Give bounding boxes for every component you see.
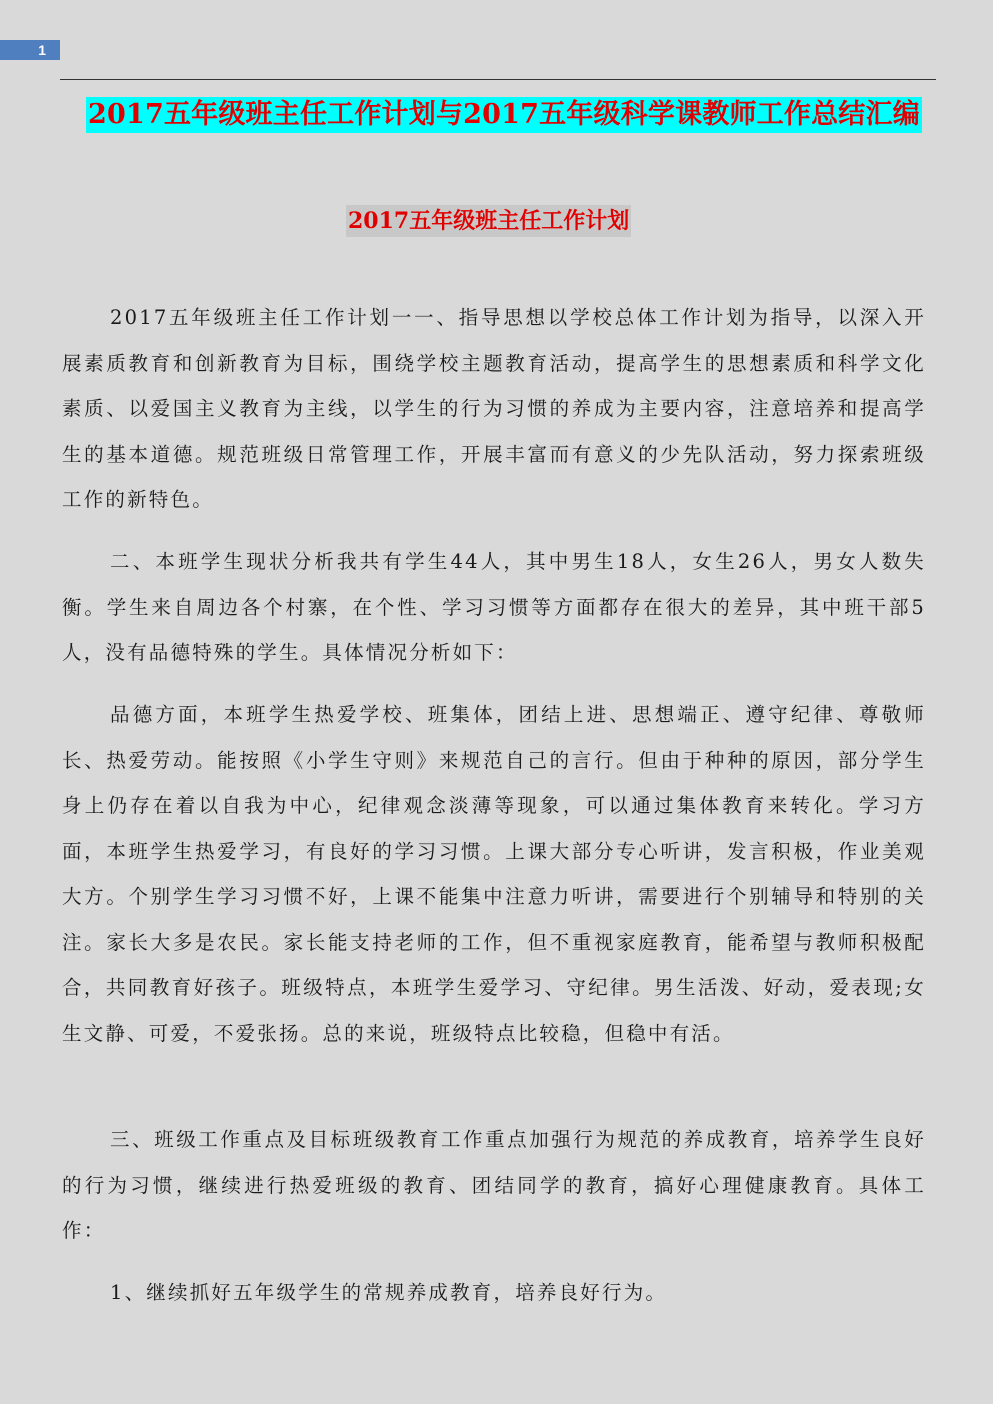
section-title: 2017五年级班主任工作计划 [346, 205, 631, 237]
document-title: 2017五年级班主任工作计划与2017五年级科学课教师工作总结汇编 [86, 97, 922, 133]
paragraph-character-study: 品德方面，本班学生热爱学校、班集体，团结上进、思想端正、遵守纪律、尊敬师长、热爱劳动。能按照《小学生守则》来规范自己的言行。但由于种种的原因，部分学生身上仍存在着以自我为中心，纪律观念淡薄等现象，可以通过集体教育来转化。学习方面，本班学生热爱学习，有良好的学习习惯。上课大部分专心听讲，发言积极，作业美观大方。个别学生学习习惯不好，上课不能集中注意力听讲，需要进行个别辅导和特别的关注。家长大多是农民。家长能支持老师的工作，但不重视家庭教育，能希望与教师积极配合，共同教育好孩子。班级特点，本班学生爱学习、守纪律。男生活泼、好动，爱表现;女生文静、可爱，不爱张扬。总的来说，班级特点比较稳，但稳中有活。 [62, 703, 926, 1045]
paragraph-item-1: 1、继续抓好五年级学生的常规养成教育，培养良好行为。 [110, 1281, 668, 1304]
header-rule [60, 79, 936, 80]
paragraph-guiding-thought: 2017五年级班主任工作计划一一、指导思想以学校总体工作计划为指导，以深入开展素质教育和创新教育为目标，围绕学校主题教育活动，提高学生的思想素质和科学文化素质、以爱国主义教育为主线，以学生的行为习惯的养成为主要内容，注意培养和提高学生的基本道德。规范班级日常管理工作，开展丰富而有意义的少先队活动，努力探索班级工作的新特色。 [62, 306, 926, 511]
paragraph-work-focus: 三、班级工作重点及目标班级教育工作重点加强行为规范的养成教育，培养学生良好的行为习惯，继续进行热爱班级的教育、团结同学的教育，搞好心理健康教育。具体工作： [62, 1128, 926, 1242]
paragraph-class-status: 二、本班学生现状分析我共有学生44人，其中男生18人，女生26人，男女人数失衡。学生来自周边各个村寨，在个性、学习习惯等方面都存在很大的差异，其中班干部5人，没有品德特殊的学生。具体情况分析如下： [62, 550, 926, 664]
page-number: 1 [0, 40, 60, 60]
